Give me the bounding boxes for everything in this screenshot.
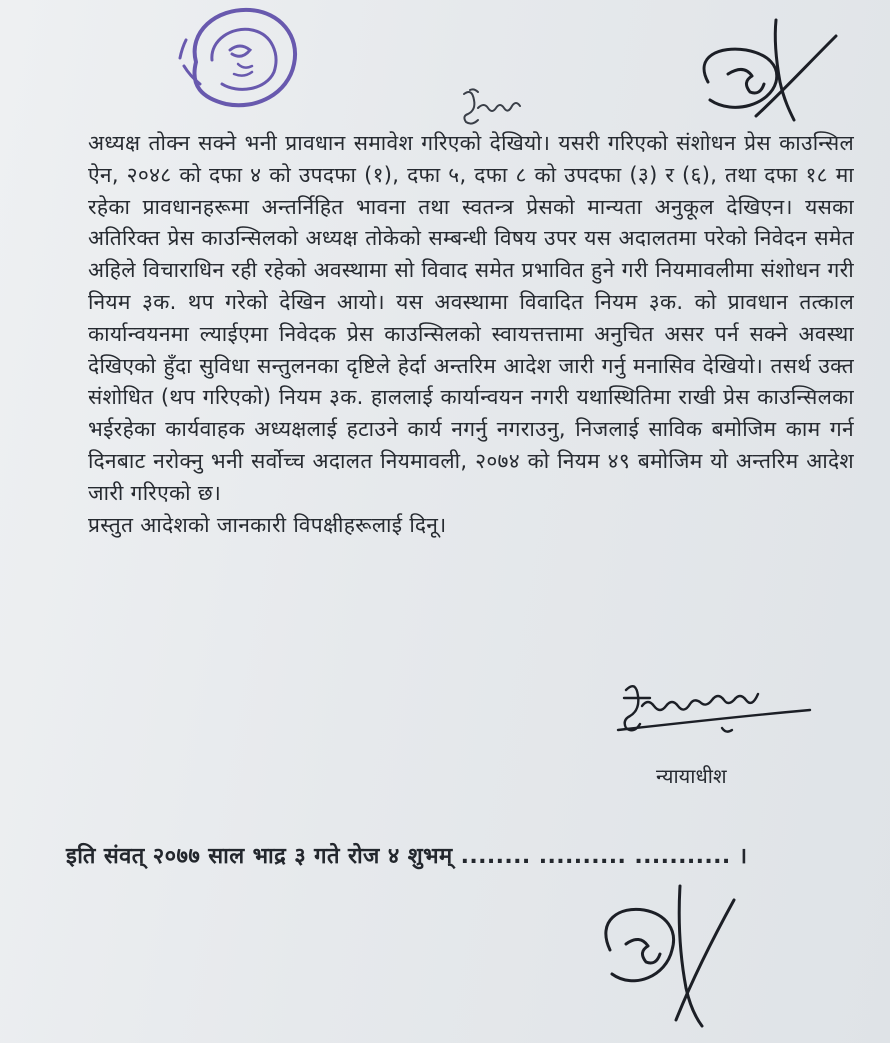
court-stamp [176,2,304,114]
judge-signature [612,676,817,746]
initials-bottom [596,880,738,1030]
initials-top [690,16,840,126]
judge-title: न्यायाधीश [656,764,727,788]
judge-signature-block [612,676,822,796]
order-body-text: अध्यक्ष तोक्न सक्ने भनी प्रावधान समावेश गरिएको देखियो। यसरी गरिएको संशोधन प्रेस काउन्सिल ऐन, २०४८ को दफा ४ को उपदफा (१), दफा ५, दफा ८ को उपदफा (३) र (६), तथा दफा १८ मा रहेका प्रावधानहरूमा अन्तर्निहित भावना तथा स्वतन्त्र प्रेसको मान्यता अनुकूल देखिएन। यसका अतिरिक्त प्रेस काउन्सिलको अध्यक्ष तोकेको सम्बन्धी विषय उपर यस अदालतमा परेको निवेदन समेत अहिले विचाराधिन रही रहेको अवस्थामा सो विवाद समेत प्रभावित हुने गरी नियमावलीमा संशोधन गरी नियम ३क. थप गरेको देखिन आयो। यस अवस्थामा विवादित नियम ३क. को प्रावधान तत्काल कार्यान्वयनमा ल्याईएमा निवेदक प्रेस काउन्सिलको स्वायत्तत्तामा अनुचित असर पर्न सक्ने अवस्था देखिएको हुँदा सुविधा सन्तुलनका दृष्टिले हेर्दा अन्तरिम आदेश जारी गर्नु मनासिव देखियो। तसर्थ उक्त संशोधित (थप गरिएको) नियम ३क. हाललाई कार्यान्वयन नगरी यथास्थितिमा राखी प्रेस काउन्सिलका भईरहेका कार्यवाहक अध्यक्षलाई हटाउने कार्य नगर्नु नगराउनु, निजलाई साविक बमोजिम काम गर्न दिनबाट नरोक्नु भनी सर्वोच्च अदालत नियमावली, २०७४ को नियम ४९ बमोजिम यो अन्तरिम आदेश जारी गरिएको छ। प्रस्तुत आदेशको जानकारी विपक्षीहरूलाई दिनू। [88,131,854,537]
closing-line [66,840,826,870]
initials-small [458,86,528,128]
closing-line-text: इति संवत् २०७७ साल भाद्र ३ गते रोज ४ शुभम् ........ .......... ........... । [66,844,748,869]
